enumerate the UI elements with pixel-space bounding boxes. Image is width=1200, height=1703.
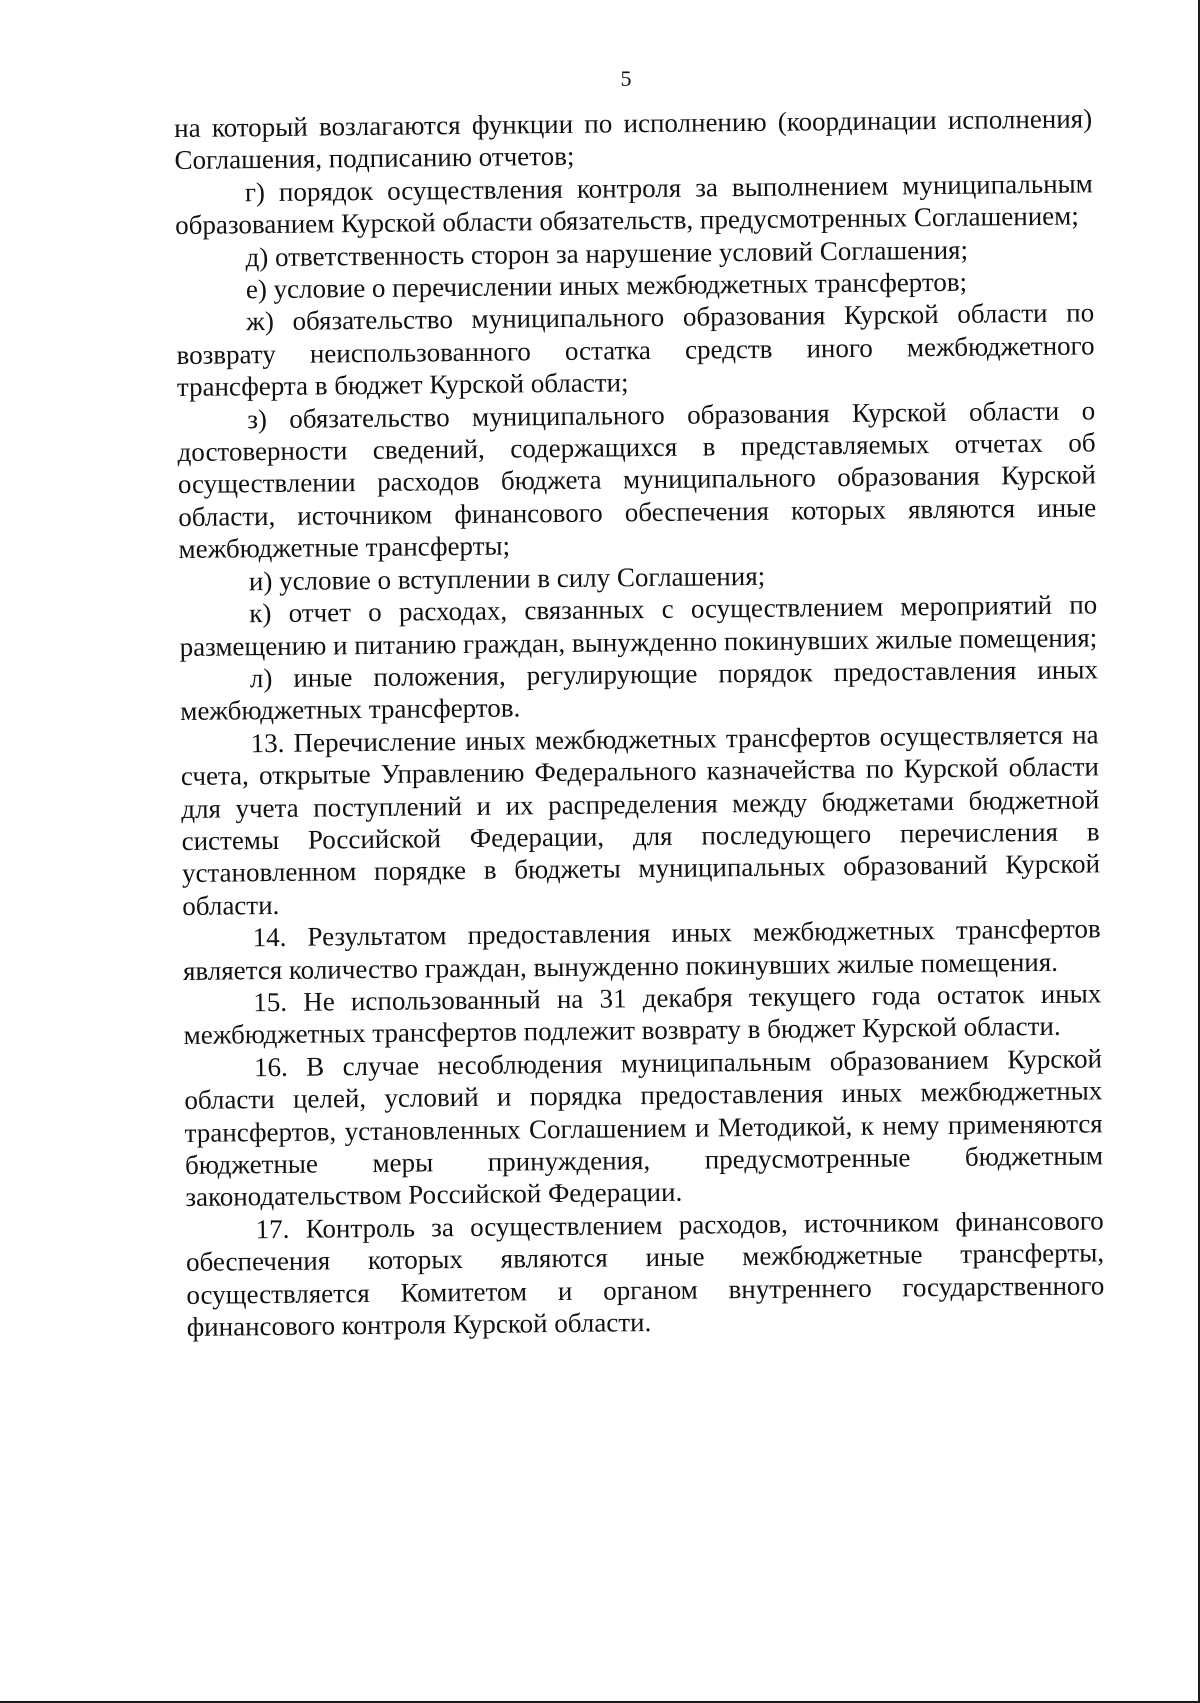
paragraph-13: 13. Перечисление иных межбюджетных трансфертов осуществляется на счета, открытые Управлению Федерального казначейства по Курской области для учета поступлений и их распределения между бюджетами бюджетной системы Российской Федерации, для последующего перечисления в установленном порядке в бюджеты муниципальных образований Курской области. [180,719,1101,921]
paragraph-item-z: з) обязательство муниципального образования Курской области о достоверности сведений, содержащихся в представляемых отчетах об осуществлении расходов бюджета муниципального образования Курской области, источником финансового обеспечения которых являются иные межбюджетные трансферты; [177,395,1097,565]
page-number: 5 [620,66,632,91]
paragraph-continuation: на который возлагаются функции по исполнению (координации исполнения) Соглашения, подписанию отчетов; [174,103,1093,176]
paragraph-14: 14. Результатом предоставления иных межбюджетных трансфертов является количество граждан, вынужденно покинувших жилые помещения. [182,913,1101,986]
paragraph-item-g: г) порядок осуществления контроля за выполнением муниципальным образованием Курской области обязательств, предусмотренных Соглашением; [175,168,1093,241]
paragraph-item-zh: ж) обязательство муниципального образования Курской области по возврату неиспользованного остатка средств иного межбюджетного трансферта в бюджет Курской области; [176,297,1095,403]
paragraph-item-d: д) ответственность сторон за нарушение условий Соглашения; [245,234,969,272]
paragraph-15: 15. Не использованный на 31 декабря текущего года остаток иных межбюджетных трансфертов подлежит возврату в бюджет Курской области. [183,978,1102,1051]
paragraph-item-e: е) условие о перечислении иных межбюджетных трансфертов; [245,266,968,305]
paragraph-17: 17. Контроль за осуществлением расходов, источником финансового обеспечения которых являются иные межбюджетные трансферты, осуществляется Комитетом и органом внутреннего государственного финансового контроля Курской области. [185,1205,1105,1342]
document-body [174,102,1105,1343]
paragraph-item-l: л) иные положения, регулирующие порядок предоставления иных межбюджетных трансфертов. [180,654,1099,727]
paragraph-16: 16. В случае несоблюдения муниципальным образованием Курской области целей, условий и порядка предоставления иных межбюджетных трансфертов, установленных Соглашением и Методикой, к нему применяются бюджетные меры принуждения, предусмотренные бюджетным законодательством Российской Федерации. [184,1043,1104,1213]
paragraph-item-k: к) отчет о расходах, связанных с осуществлением мероприятий по размещению и питанию граждан, вынужденно покинувших жилые помещения; [179,589,1098,662]
paragraph-item-i: и) условие о вступлении в силу Соглашения; [248,560,766,596]
